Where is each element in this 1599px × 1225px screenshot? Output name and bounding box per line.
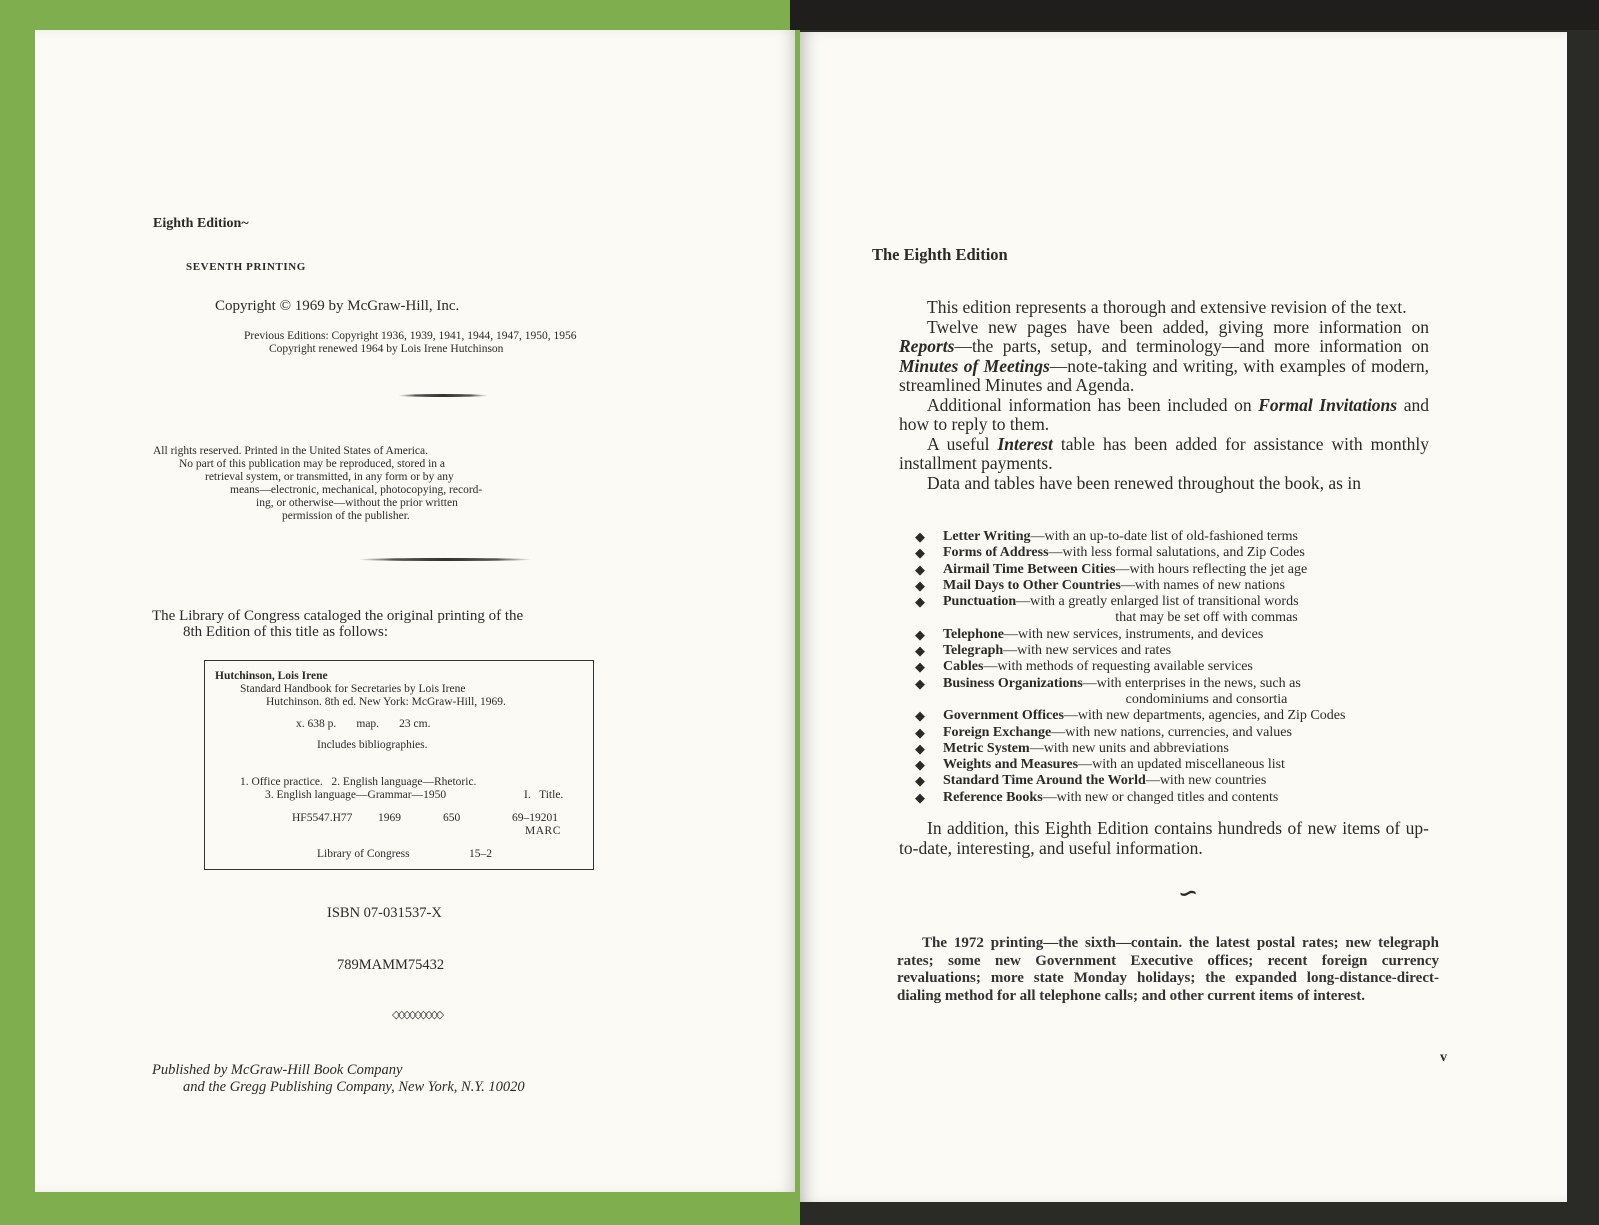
list-item <box>915 790 1410 806</box>
item-text: —with names of new nations <box>1120 577 1285 593</box>
diamond-bullet-icon: ◆ <box>915 594 925 610</box>
list-item <box>915 643 1410 659</box>
list-item <box>915 773 1410 789</box>
item-text: —with new services, instruments, and devices <box>1003 626 1264 642</box>
diamond-bullet-icon: ◆ <box>915 545 925 561</box>
item-term: Airmail Time Between Cities <box>943 561 1116 577</box>
divider <box>358 558 532 561</box>
item-term: Mail Days to Other Countries <box>943 577 1121 593</box>
catalog-title-entry: I. Title. <box>524 789 564 801</box>
item-term: Letter Writing <box>943 529 1031 544</box>
ornament: ◇◇◇◇◇◇◇◇◇ <box>392 1009 442 1021</box>
catalog-call-number: HF5547.H77 <box>292 812 353 824</box>
item-text: —with a greatly enlarged list of transitional words <box>1016 594 1299 610</box>
rights-line: No part of this publication may be reproduced, stored in a <box>179 458 446 470</box>
catalog-marc: MARC <box>525 825 561 837</box>
previous-editions: Previous Editions: Copyright 1936, 1939, 1941, 1944, 1947, 1950, 1956 <box>244 330 577 342</box>
catalog-subjects: 1. Office practice. 2. English language—Rhetoric. <box>240 776 477 788</box>
printing-label: SEVENTH PRINTING <box>186 261 306 273</box>
item-text: —with hours reflecting the jet age <box>1115 561 1308 577</box>
paragraph: Additional information has been included on Formal Invitations and how to reply to them. <box>899 394 1429 434</box>
publisher-line: and the Gregg Publishing Company, New York, N.Y. 10020 <box>183 1079 525 1095</box>
catalog-notes: Includes bibliographies. <box>317 739 428 751</box>
item-continuation: that may be set off with commas <box>1115 610 1298 626</box>
list-item <box>915 578 1410 594</box>
catalog-author: Hutchinson, Lois Irene <box>215 670 328 682</box>
item-term: Government Offices <box>943 708 1064 724</box>
paragraph: Data and tables have been renewed throughout the book, as in <box>927 472 1361 493</box>
item-text: —with an updated miscellaneous list <box>1078 757 1285 773</box>
loc-intro: 8th Edition of this title as follows: <box>183 624 388 640</box>
book-cover-right <box>790 0 1599 30</box>
diamond-bullet-icon: ◆ <box>915 626 925 642</box>
catalog-year: 1969 <box>378 812 401 824</box>
list-item <box>915 708 1410 724</box>
update-list <box>915 529 1410 806</box>
diamond-bullet-icon: ◆ <box>915 773 925 789</box>
item-term: Foreign Exchange <box>943 724 1052 740</box>
item-text: —with enterprises in the news, such as <box>1082 675 1301 691</box>
catalog-physical: x. 638 p. map. 23 cm. <box>296 718 431 730</box>
rights-line: permission of the publisher. <box>282 510 410 522</box>
item-continuation: condominiums and consortia <box>1125 691 1288 707</box>
item-term: Telegraph <box>943 643 1004 659</box>
diamond-bullet-icon: ◆ <box>915 659 925 675</box>
item-text: —with less formal salutations, and Zip Codes <box>1048 545 1305 561</box>
catalog-title: Hutchinson. 8th ed. New York: McGraw-Hill, 1969. <box>266 696 506 708</box>
loc-intro: The Library of Congress cataloged the original printing of the <box>152 608 524 624</box>
paragraph: This edition represents a thorough and extensive revision of the text. <box>927 297 1407 317</box>
item-text: —with new countries <box>1145 773 1267 789</box>
diamond-bullet-icon: ◆ <box>915 757 925 773</box>
item-text: —with an up-to-date list of old-fashioned terms <box>1030 529 1298 544</box>
item-term: Business Organizations <box>943 675 1083 691</box>
print-code: 789MAMM75432 <box>337 957 445 973</box>
list-item <box>915 741 1410 757</box>
paragraph: A useful Interest table has been added for assistance with monthly installment payments. <box>899 433 1429 473</box>
item-term: Weights and Measures <box>943 757 1079 773</box>
item-term: Metric System <box>943 740 1030 756</box>
section-heading: The Eighth Edition <box>872 245 1008 264</box>
diamond-bullet-icon: ◆ <box>915 529 925 544</box>
list-item <box>915 676 1410 709</box>
rights-line: ing, or otherwise—without the prior written <box>256 497 458 509</box>
item-term: Standard Time Around the World <box>943 773 1146 789</box>
catalog-library: Library of Congress <box>317 848 410 860</box>
diamond-bullet-icon: ◆ <box>915 740 925 756</box>
rights-line: All rights reserved. Printed in the United States of America. <box>153 445 428 457</box>
rights-line: retrieval system, or transmitted, in any form or by any <box>205 471 454 483</box>
item-text: —with new or changed titles and contents <box>1042 789 1279 805</box>
diamond-bullet-icon: ◆ <box>915 675 925 691</box>
catalog-code: 15–2 <box>469 848 492 860</box>
list-item <box>915 659 1410 675</box>
item-term: Telephone <box>943 626 1004 642</box>
item-term: Punctuation <box>943 594 1017 610</box>
preface-body <box>899 298 1429 493</box>
list-item <box>915 757 1410 773</box>
catalog-lccn: 69–19201 <box>512 812 558 824</box>
catalog-subjects: 3. English language—Grammar—1950 <box>265 789 447 801</box>
edition-label: Eighth Edition~ <box>153 216 249 231</box>
list-item <box>915 725 1410 741</box>
item-text: —with new nations, currencies, and values <box>1051 724 1292 740</box>
diamond-bullet-icon: ◆ <box>915 789 925 805</box>
diamond-bullet-icon: ◆ <box>915 708 925 724</box>
divider <box>398 394 488 397</box>
publisher-line: Published by McGraw-Hill Book Company <box>152 1062 403 1078</box>
closing-paragraph: In addition, this Eighth Edition contains hundreds of new items of up-to-date, interesting, and useful information. <box>899 818 1429 858</box>
list-item <box>915 594 1410 627</box>
diamond-bullet-icon: ◆ <box>915 561 925 577</box>
catalog-class: 650 <box>443 812 461 824</box>
item-term: Forms of Address <box>943 545 1049 561</box>
paragraph: Twelve new pages have been added, giving more information on Reports—the parts, setup, and terminology—and more information on Minutes of Meetings—note-taking and writing, with examples of modern, streamlined Minutes and Agenda. <box>899 316 1429 395</box>
diamond-bullet-icon: ◆ <box>915 577 925 593</box>
list-item <box>915 562 1410 578</box>
copyright-notice: Copyright © 1969 by McGraw-Hill, Inc. <box>215 298 460 314</box>
catalog-title: Standard Handbook for Secretaries by Lois Irene <box>240 683 466 695</box>
isbn: ISBN 07-031537-X <box>327 905 442 921</box>
page-number: v <box>1440 1050 1447 1065</box>
list-item <box>915 545 1410 561</box>
item-term: Cables <box>943 659 984 675</box>
ornament: ∽ <box>1176 879 1201 909</box>
item-text: —with new services and rates <box>1003 643 1172 659</box>
item-text: —with new departments, agencies, and Zip Codes <box>1063 708 1346 724</box>
copyright-renewed: Copyright renewed 1964 by Lois Irene Hutchinson <box>269 343 504 355</box>
item-term: Reference Books <box>943 789 1043 805</box>
rights-line: means—electronic, mechanical, photocopying, record- <box>230 484 483 496</box>
diamond-bullet-icon: ◆ <box>915 724 925 740</box>
list-item <box>915 529 1410 545</box>
item-text: —with methods of requesting available services <box>983 659 1253 675</box>
item-text: —with new units and abbreviations <box>1029 740 1229 756</box>
list-item <box>915 627 1410 643</box>
diamond-bullet-icon: ◆ <box>915 643 925 659</box>
printing-note: The 1972 printing—the sixth—contain. the latest postal rates; new telegraph rates; some new Government Executive offices; recent foreign currency revaluations; more state Monday holidays; the expanded long-distance-direct-dialing method for all telephone calls; and other current items of interest. <box>897 935 1439 1004</box>
